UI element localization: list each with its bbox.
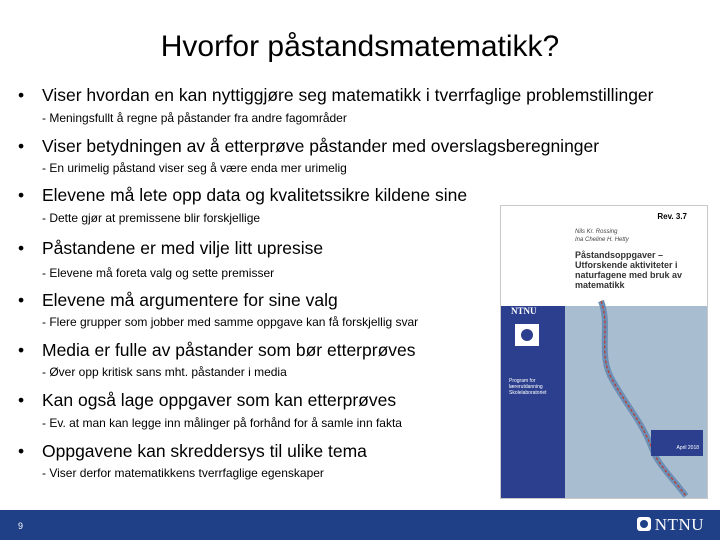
slide-title: Hvorfor påstandsmatematikk? — [160, 30, 560, 63]
ntnu-emblem-icon — [637, 517, 651, 531]
bullet-dot: • — [18, 340, 25, 360]
bullet-dot: • — [18, 390, 25, 410]
bullet-6-sub: - Øver opp kritisk sans mht. påstander i media — [42, 365, 287, 379]
bullet-3-sub: - Dette gjør at premissene blir forskjellige — [42, 211, 261, 225]
bullet-text: Media er fulle av påstander som bør etterprøves — [42, 340, 416, 360]
bullet-dot: • — [18, 85, 25, 105]
bullet-8 — [18, 441, 367, 462]
bullet-text: Kan også lage oppgaver som kan etterprøves — [42, 390, 397, 410]
bullet-dot: • — [18, 185, 25, 205]
bullet-dot: • — [18, 136, 25, 156]
bullet-1-sub: - Meningsfullt å regne på påstander fra andre fagområder — [42, 111, 347, 125]
bullet-text: Påstandene er med vilje litt upresise — [42, 238, 324, 258]
bullet-text: Viser betydningen av å etterprøve påstander med overslagsberegninger — [42, 136, 600, 156]
cover-ntnu-logo: NTNU — [511, 306, 537, 316]
cover-title: Påstandsoppgaver – Utforskende aktiviteter i naturfagene med bruk av matematikk — [575, 250, 683, 290]
bullet-text: Viser hvordan en kan nyttiggjøre seg matematikk i tverrfaglige problemstillinger — [42, 85, 654, 105]
cover-revision: Rev. 3.7 — [657, 212, 687, 221]
bullet-2-sub: - En urimelig påstand viser seg å være enda mer urimelig — [42, 161, 347, 175]
footer-bar — [0, 510, 720, 540]
bullet-8-sub: - Viser derfor matematikkens tverrfaglige egenskaper — [42, 466, 324, 480]
bullet-dot: • — [18, 238, 25, 258]
bullet-dot: • — [18, 290, 25, 310]
bullet-text: Elevene må lete opp data og kvalitetssikre kildene sine — [42, 185, 468, 205]
bullet-5 — [18, 290, 338, 311]
ntnu-logo-text: NTNU — [654, 515, 704, 534]
cover-ntnu-emblem-icon — [515, 324, 539, 346]
bullet-text: Oppgavene kan skreddersys til ulike tema — [42, 441, 367, 461]
cover-author: Nils Kr. Rossing — [575, 229, 618, 235]
bullet-dot: • — [18, 441, 25, 461]
bullet-7-sub: - Ev. at man kan legge inn målinger på forhånd for å samle inn fakta — [42, 416, 402, 430]
bullet-7 — [18, 390, 396, 411]
cover-date: April 2018 — [676, 445, 699, 451]
ntnu-logo — [637, 515, 704, 535]
cover-author: Ina Cheline H. Hetty — [575, 237, 629, 243]
cover-program-text: Program for lærerutdanning Skolelaboratoriet — [509, 378, 547, 396]
bullet-4 — [18, 238, 323, 259]
bullet-3 — [18, 185, 467, 206]
bullet-2 — [18, 136, 599, 157]
cover-date-box — [651, 430, 703, 456]
bullet-6 — [18, 340, 416, 361]
map-land — [565, 306, 708, 499]
report-cover-image — [500, 205, 708, 499]
bullet-4-sub: - Elevene må foreta valg og sette premisser — [42, 266, 275, 280]
bullet-text: Elevene må argumentere for sine valg — [42, 290, 338, 310]
bullet-1 — [18, 85, 653, 106]
bullet-5-sub: - Flere grupper som jobber med samme oppgave kan få forskjellig svar — [42, 315, 419, 329]
page-number: 9 — [18, 521, 24, 531]
